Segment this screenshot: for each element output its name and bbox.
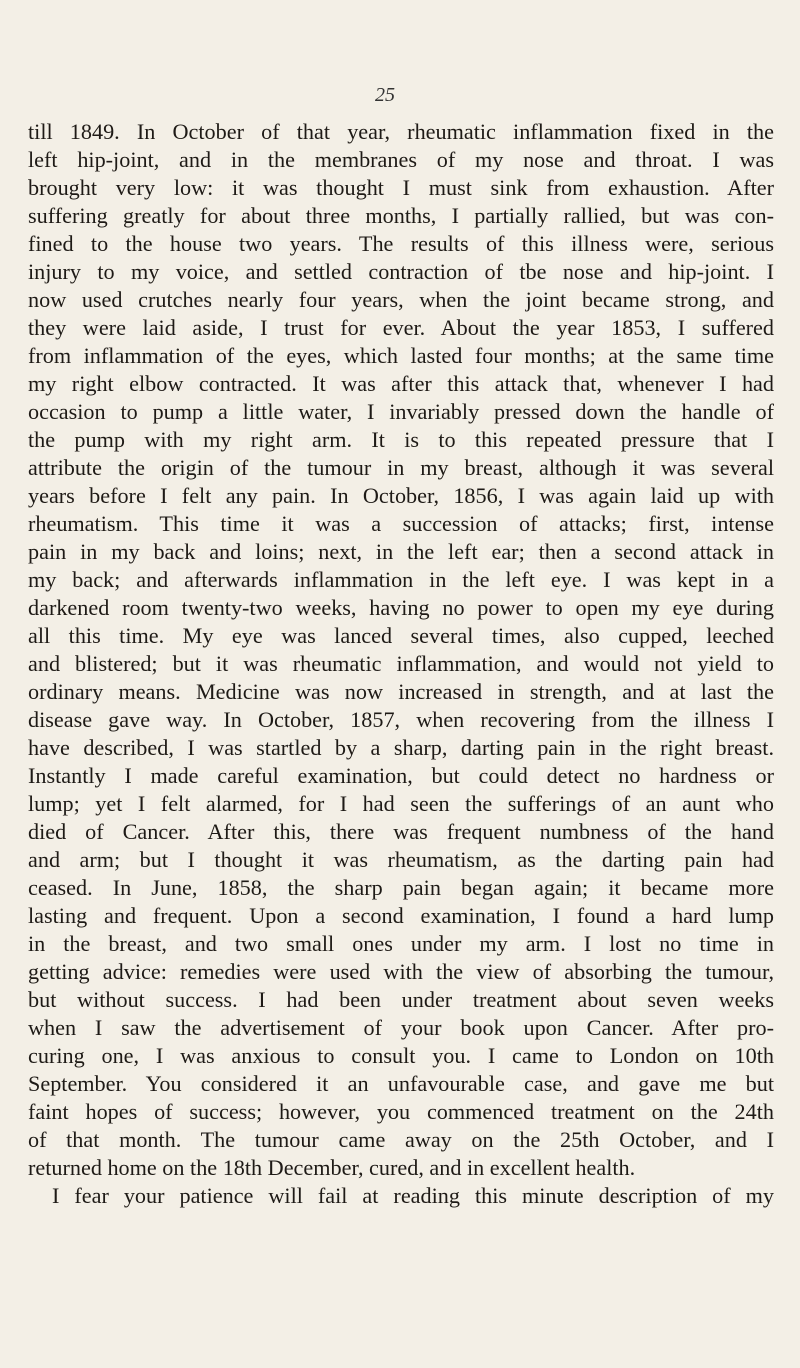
text-line: suffering greatly for about three months, I partially rallied, but was con- — [28, 203, 774, 228]
text-line: my back; and afterwards inflammation in the left eye. I was kept in a — [28, 567, 774, 592]
text-line: now used crutches nearly four years, when the joint became strong, and — [28, 287, 774, 312]
text-line: and arm; but I thought it was rheumatism, as the darting pain had — [28, 847, 774, 872]
text-line: injury to my voice, and settled contraction of tbe nose and hip-joint. I — [28, 259, 774, 284]
text-line: faint hopes of success; however, you commenced treatment on the 24th — [28, 1099, 774, 1124]
text-line: have described, I was startled by a sharp, darting pain in the right breast. — [28, 735, 774, 760]
text-line: when I saw the advertisement of your book upon Cancer. After pro- — [28, 1015, 774, 1040]
page-number: 25 — [375, 84, 395, 106]
text-line: ceased. In June, 1858, the sharp pain began again; it became more — [28, 875, 774, 900]
text-line: curing one, I was anxious to consult you. I came to London on 10th — [28, 1043, 774, 1068]
text-line: of that month. The tumour came away on the 25th October, and I — [28, 1127, 774, 1152]
text-line: from inflammation of the eyes, which lasted four months; at the same time — [28, 343, 774, 368]
text-line: my right elbow contracted. It was after this attack that, whenever I had — [28, 371, 774, 396]
body-text — [28, 118, 774, 1210]
text-line: September. You considered it an unfavourable case, and gave me but — [28, 1071, 774, 1096]
text-line: they were laid aside, I trust for ever. About the year 1853, I suffered — [28, 315, 774, 340]
text-line: fined to the house two years. The results of this illness were, serious — [28, 231, 774, 256]
text-line: darkened room twenty-two weeks, having no power to open my eye during — [28, 595, 774, 620]
text-line: but without success. I had been under treatment about seven weeks — [28, 987, 774, 1012]
text-line: I fear your patience will fail at reading this minute description of my — [52, 1183, 774, 1208]
text-line: died of Cancer. After this, there was frequent numbness of the hand — [28, 819, 774, 844]
text-line: the pump with my right arm. It is to this repeated pressure that I — [28, 427, 774, 452]
text-line: ordinary means. Medicine was now increased in strength, and at last the — [28, 679, 774, 704]
text-line: till 1849. In October of that year, rheumatic inflammation fixed in the — [28, 119, 774, 144]
text-line: returned home on the 18th December, cured, and in excellent health. — [28, 1155, 636, 1180]
text-line: disease gave way. In October, 1857, when recovering from the illness I — [28, 707, 774, 732]
text-line: Instantly I made careful examination, but could detect no hardness or — [28, 763, 774, 788]
text-line: all this time. My eye was lanced several times, also cupped, leeched — [28, 623, 774, 648]
text-line: left hip-joint, and in the membranes of my nose and throat. I was — [28, 147, 774, 172]
text-line: in the breast, and two small ones under my arm. I lost no time in — [28, 931, 774, 956]
text-line: attribute the origin of the tumour in my breast, although it was several — [28, 455, 774, 480]
text-line: getting advice: remedies were used with the view of absorbing the tumour, — [28, 959, 774, 984]
text-line: and blistered; but it was rheumatic inflammation, and would not yield to — [28, 651, 774, 676]
text-line: brought very low: it was thought I must sink from exhaustion. After — [28, 175, 774, 200]
text-line: pain in my back and loins; next, in the left ear; then a second attack in — [28, 539, 774, 564]
text-line: occasion to pump a little water, I invariably pressed down the handle of — [28, 399, 774, 424]
text-line: years before I felt any pain. In October, 1856, I was again laid up with — [28, 483, 774, 508]
text-line: lasting and frequent. Upon a second examination, I found a hard lump — [28, 903, 774, 928]
text-line: rheumatism. This time it was a succession of attacks; first, intense — [28, 511, 774, 536]
text-line: lump; yet I felt alarmed, for I had seen the sufferings of an aunt who — [28, 791, 774, 816]
